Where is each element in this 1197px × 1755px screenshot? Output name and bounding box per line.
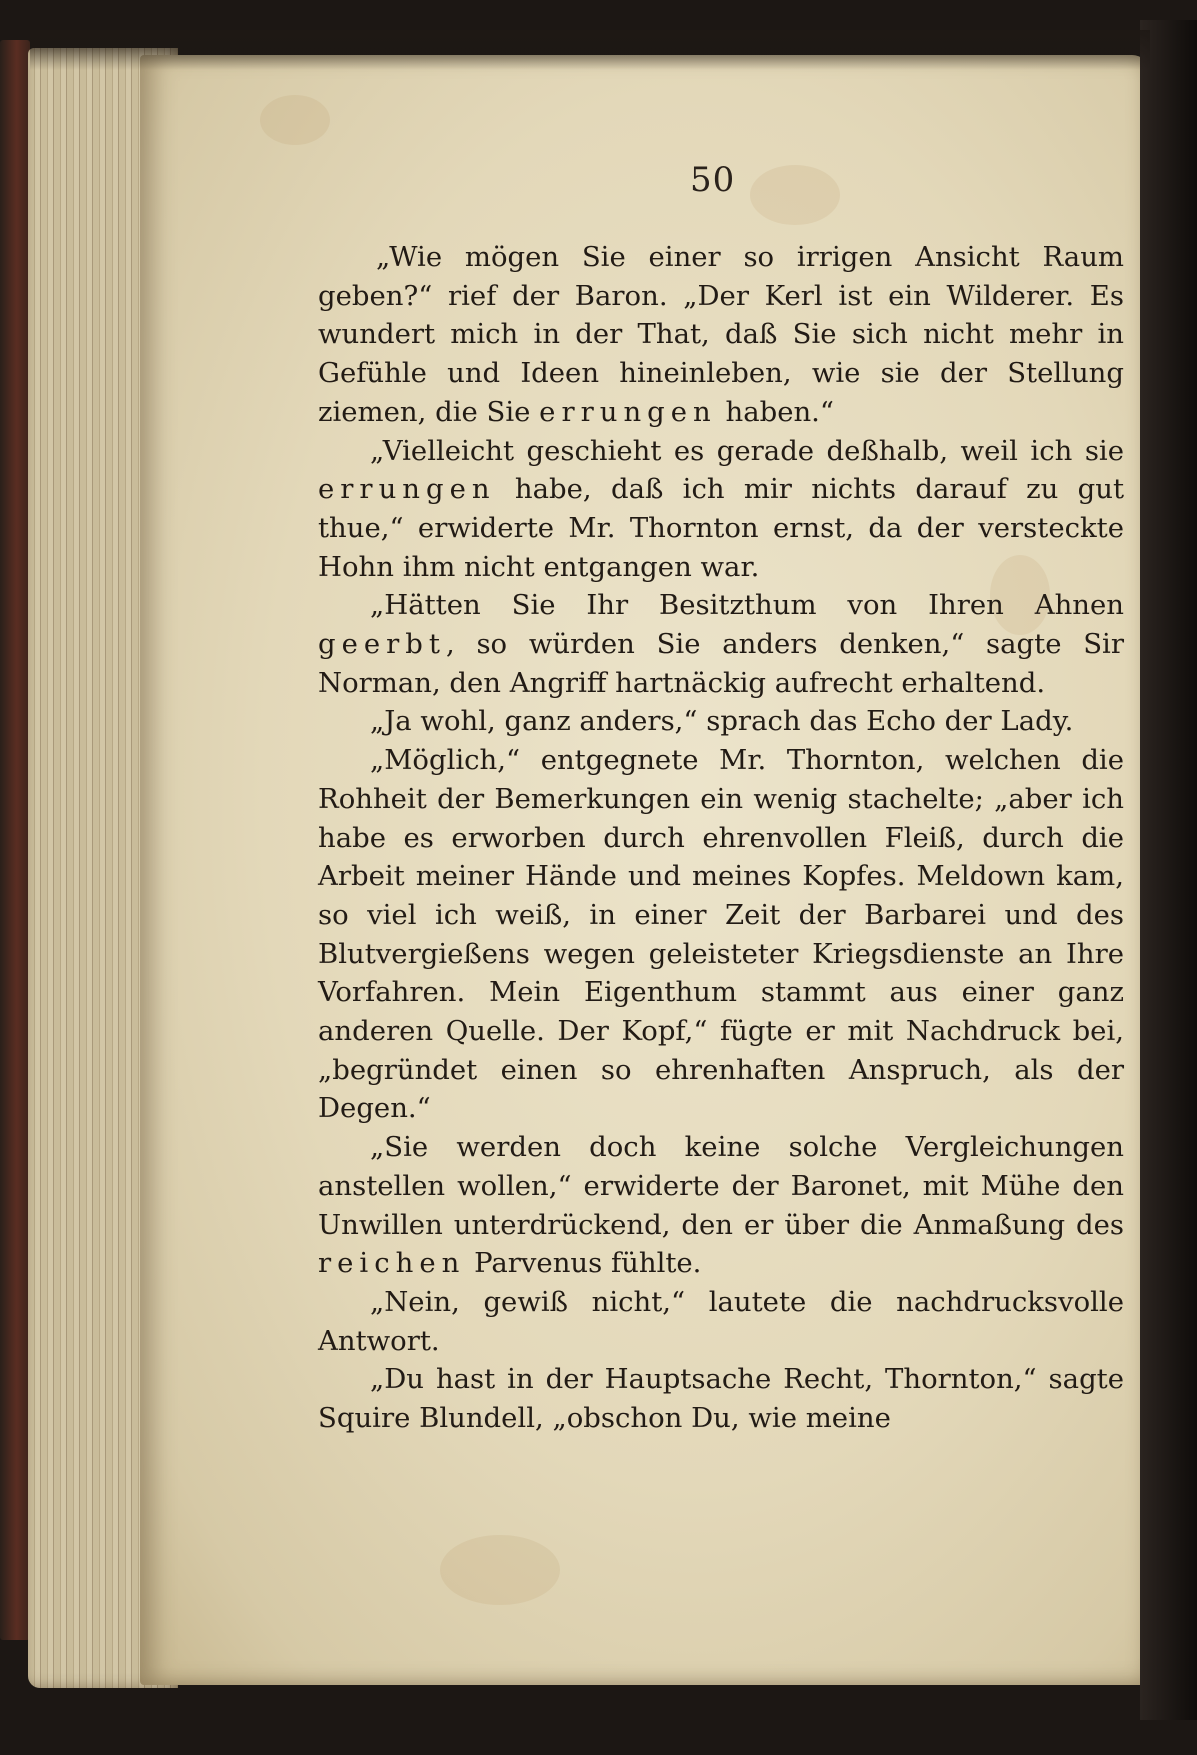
spaced-emphasis: geerbt (318, 628, 446, 661)
spaced-emphasis: errungen (318, 473, 496, 506)
paragraph (318, 238, 1124, 432)
text-run: „Nein, gewiß nicht,“ lautete die nachdrucksvolle Antwort. (318, 1285, 1124, 1357)
book-cover-edge (0, 40, 30, 1640)
text-run: , so würden Sie anders denken,“ sagte Sir Norman, den Angriff hartnäckig aufrecht erhaltend. (318, 628, 1124, 699)
text-run: „Hätten Sie Ihr Besitzthum von Ihren Ahnen (370, 589, 1124, 622)
body-text (318, 238, 1124, 1438)
paragraph (318, 1360, 1124, 1437)
spaced-emphasis: reichen (318, 1247, 466, 1280)
paragraph (318, 1283, 1124, 1360)
page-number: 50 (690, 160, 736, 200)
text-run: „Vielleicht geschieht es gerade deßhalb, weil ich sie (370, 434, 1124, 467)
book-right-board (1140, 20, 1197, 1720)
text-run: „Du hast in der Hauptsache Recht, Thornton,“ sagte Squire Blundell, „obschon Du, wie meine (318, 1363, 1124, 1435)
text-run: „Ja wohl, ganz anders,“ sprach das Echo der Lady. (370, 705, 1074, 738)
paragraph (318, 741, 1124, 1128)
spaced-emphasis: errungen (539, 395, 717, 428)
text-run: „Möglich,“ entgegnete Mr. Thornton, welchen die Rohheit der Bemerkungen ein wenig stachelte; „aber ich habe es erworben durch ehrenvollen Fleiß, durch die Arbeit meiner Hände und meines Kopfes. Meldown kam, so viel ich weiß, in einer Zeit der Barbarei und des Blutvergießens wegen geleisteter Kriegsdienste an Ihre Vorfahren. Mein Eigenthum stammt aus einer ganz anderen Quelle. Der Kopf,“ fügte er mit Nachdruck bei, „begründet einen so ehrenhaften Anspruch, als der Degen.“ (318, 744, 1124, 1125)
paragraph (318, 702, 1124, 741)
paragraph (318, 586, 1124, 702)
text-run: „Wie mögen Sie einer so irrigen Ansicht Raum geben?“ rief der Baron. „Der Kerl ist ein Wilderer. Es wundert mich in der That, daß Sie sich nicht mehr in Gefühle und Ideen hineinleben, wie sie der Stellung ziemen, die Sie (318, 241, 1124, 428)
text-run: „Sie werden doch keine solche Vergleichungen anstellen wollen,“ erwiderte der Baronet, mit Mühe den Unwillen unterdrückend, den er über die Anmaßung des (318, 1131, 1124, 1241)
text-run: Parvenus fühlte. (465, 1247, 702, 1280)
text-run: habe, daß ich mir nichts darauf zu gut thue,“ erwiderte Mr. Thornton ernst, da der versteckte Hohn ihm nicht entgangen war. (318, 473, 1124, 583)
text-run: haben.“ (716, 395, 834, 428)
paragraph (318, 1128, 1124, 1283)
paragraph (318, 432, 1124, 587)
